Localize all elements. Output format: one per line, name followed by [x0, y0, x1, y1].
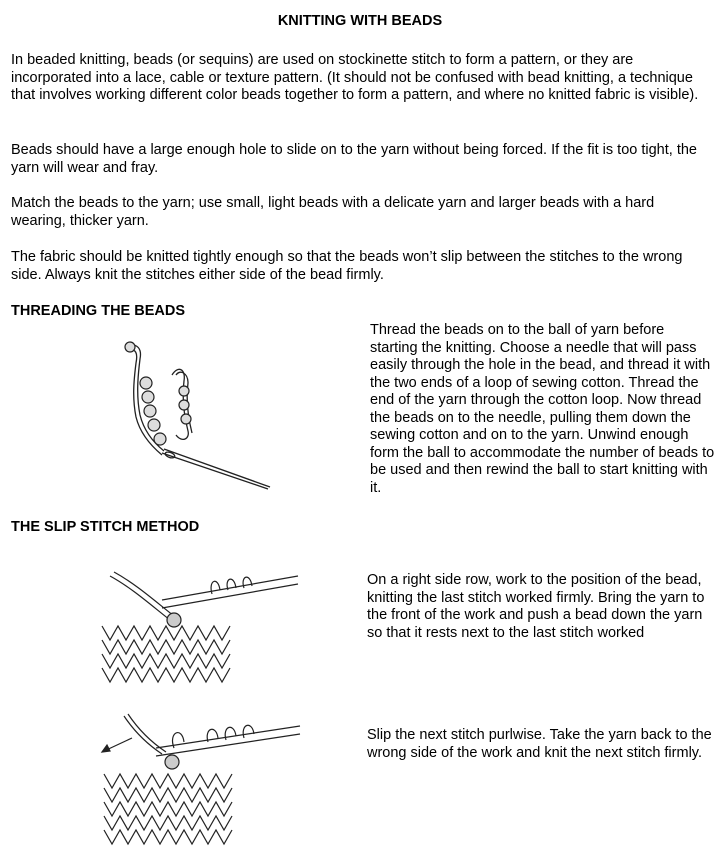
intro-paragraph-3: Match the beads to the yarn; use small, light beads with a delicate yarn and larger beads with a hard wearing, thicker yarn.	[11, 195, 655, 229]
threading-text: Thread the beads on to the ball of yarn before starting the knitting. Choose a needle that will pass easily through the hole in the bead, and thread it with the two ends of a loop of sewing cotton. Thread the end of the yarn through the cotton loop. Now thread the beads on to the needle, pulling them down the sewing cotton and on to the yarn. Unwind enough form the ball to accommodate the number of beads to be used and then rewind the ball to start knitting with it.	[370, 322, 715, 496]
intro-paragraph-2: Beads should have a large enough hole to slide on to the yarn without being forced. If the fit is too tight, the yarn will wear and fray.	[11, 142, 697, 176]
slip-stitch-step-1-illustration	[92, 570, 302, 690]
intro-paragraph-1: In beaded knitting, beads (or sequins) are used on stockinette stitch to form a pattern, or they are incorporated into a lace, cable or texture pattern. (It should not be confused with bead knitting, a technique that involves working different color beads together to form a pattern, and where no knitted fabric is visible).	[11, 52, 699, 103]
page-title: KNITTING WITH BEADS	[277, 13, 443, 29]
intro-paragraph-4: The fabric should be knitted tightly enough so that the beads won’t slip between the stitches to the wrong side. Always knit the stitches either side of the bead firmly.	[11, 249, 683, 283]
threading-heading: THREADING THE BEADS	[11, 303, 186, 319]
slip-stitch-step-2-illustration	[96, 712, 306, 852]
slip-stitch-step-2-text: Slip the next stitch purlwise. Take the yarn back to the wrong side of the work and knit the next stitch firmly.	[367, 727, 712, 761]
slip-stitch-step-1-text: On a right side row, work to the position of the bead, knitting the last stitch worked firmly. Bring the yarn to the front of the work and push a bead down the yarn so that it rests next to the last stitch worked	[367, 572, 705, 641]
slip-stitch-heading: THE SLIP STITCH METHOD	[11, 519, 200, 535]
threading-beads-illustration	[118, 335, 298, 495]
